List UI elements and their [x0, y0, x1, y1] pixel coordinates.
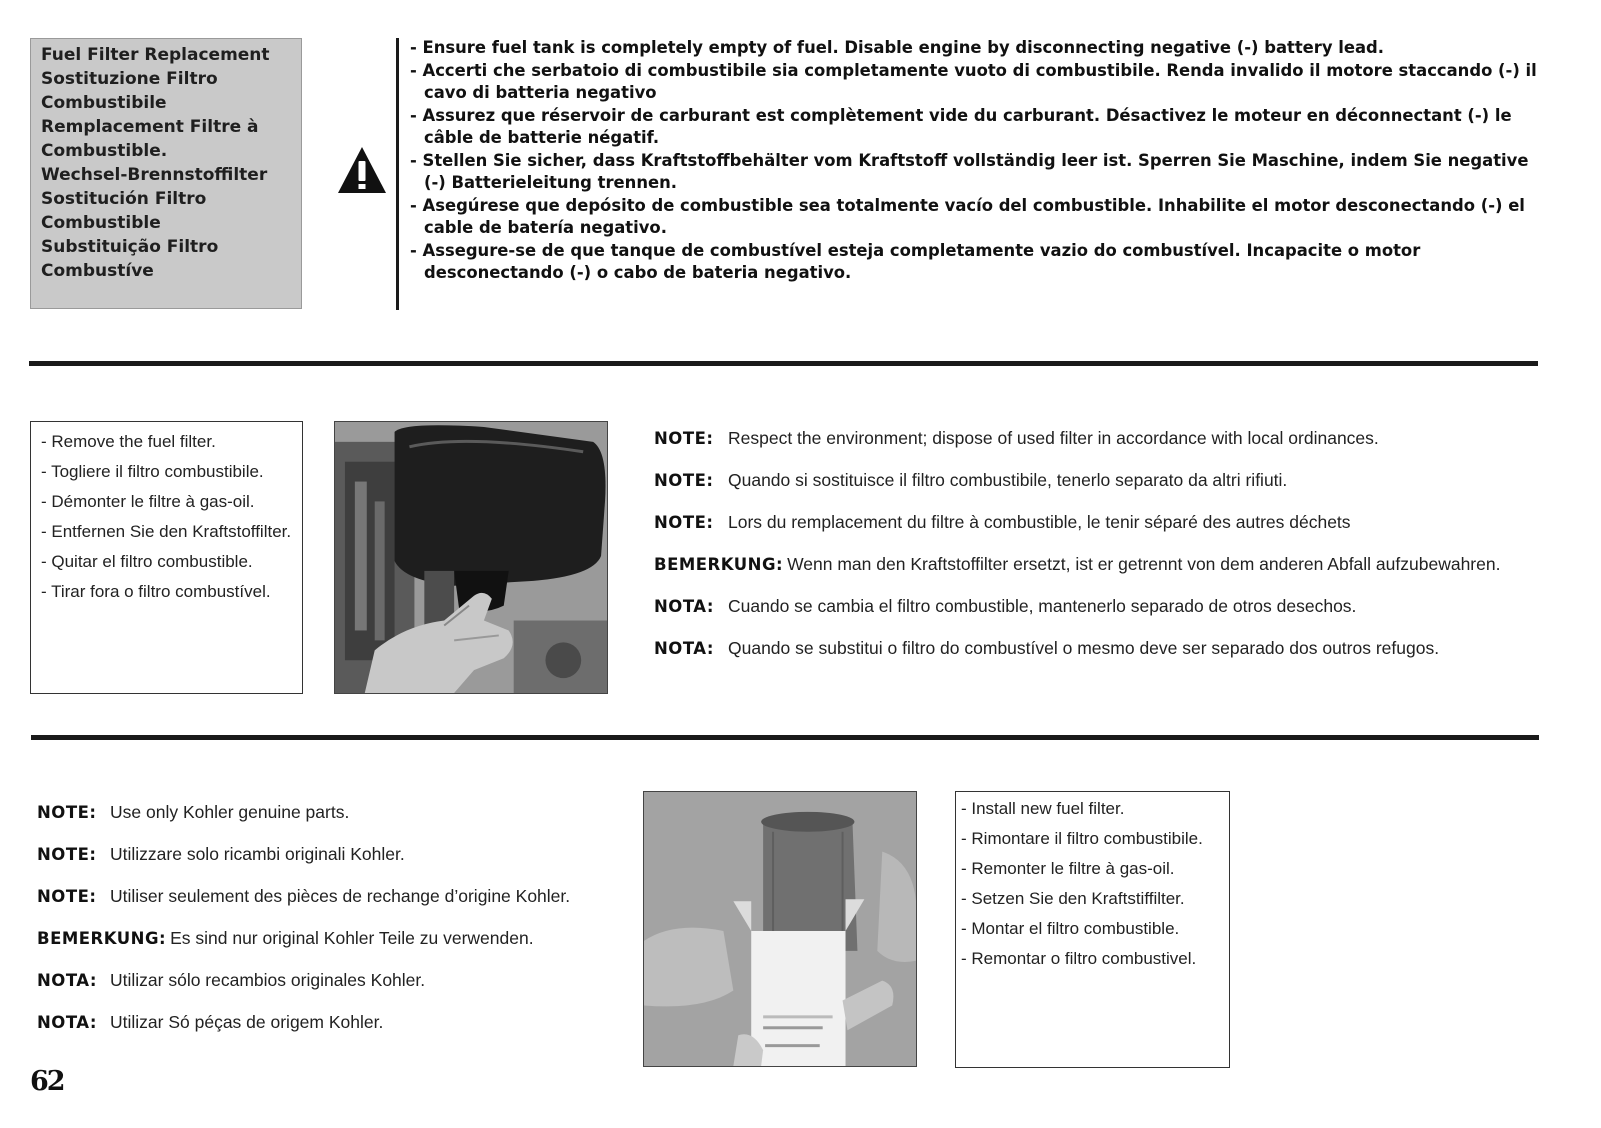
note-row [654, 510, 1500, 552]
environment-notes [654, 426, 1500, 678]
title-line: Substituição Filtro [41, 237, 219, 257]
note-label: NOTA: [37, 1013, 97, 1032]
title-line: Remplacement Filtre à [41, 117, 259, 137]
section-divider [31, 735, 1539, 740]
note-text: Es sind nur original Kohler Teile zu verwenden. [170, 928, 534, 948]
note-label: NOTE: [654, 471, 714, 490]
warning-item: - Stellen Sie sicher, dass Kraftstoffbehälter vom Kraftstoff vollständig leer ist. Sperren Sie Maschine, indem Sie negative (-) Batterieleitung trennen. [410, 151, 1529, 192]
list-item: - Remove the fuel filter. [41, 432, 216, 451]
note-text: Utiliser seulement des pièces de rechange d’origine Kohler. [110, 886, 571, 906]
title-line: Sostituzione Filtro [41, 69, 218, 89]
warning-list [410, 37, 1550, 285]
note-label: NOTE: [654, 429, 714, 448]
warning-item: - Assurez que réservoir de carburant est complètement vide du carburant. Désactivez le moteur en déconnectant (-) le câble de batterie négatif. [410, 106, 1512, 147]
list-item: - Remontar o filtro combustivel. [961, 949, 1197, 968]
vertical-divider [396, 38, 399, 310]
note-label: NOTA: [654, 639, 714, 658]
title-line: Sostitución Filtro [41, 189, 207, 209]
note-label: NOTA: [37, 971, 97, 990]
new-filter-photo [643, 791, 917, 1067]
parts-notes [37, 800, 570, 1052]
list-item: - Setzen Sie den Kraftstiffilter. [961, 889, 1185, 908]
list-item: - Tirar fora o filtro combustível. [41, 582, 271, 601]
note-label: NOTE: [654, 513, 714, 532]
note-label: NOTE: [37, 887, 97, 906]
note-row [654, 552, 1500, 594]
note-text: Utilizar sólo recambios originales Kohler. [110, 970, 426, 990]
note-row [37, 1010, 570, 1052]
note-text: Lors du remplacement du filtre à combustible, le tenir séparé des autres déchets [728, 512, 1351, 532]
note-text: Utilizar Só péças de origem Kohler. [110, 1012, 384, 1032]
list-item: - Remonter le filtre à gas-oil. [961, 859, 1175, 878]
note-label: BEMERKUNG: [37, 929, 167, 948]
list-item: - Montar el filtro combustible. [961, 919, 1180, 938]
title-line: Combustible [41, 213, 161, 233]
note-text: Quando se substitui o filtro do combustível o mesmo deve ser separado dos outros refugos. [728, 638, 1440, 658]
note-row [654, 636, 1500, 678]
note-label: NOTE: [37, 803, 97, 822]
note-row [654, 594, 1500, 636]
list-item: - Install new fuel filter. [961, 799, 1125, 818]
list-item: - Rimontare il filtro combustibile. [961, 829, 1203, 848]
warning-item: - Ensure fuel tank is completely empty of fuel. Disable engine by disconnecting negative (-) battery lead. [410, 38, 1385, 57]
note-row [654, 468, 1500, 510]
note-text: Utilizzare solo ricambi originali Kohler. [110, 844, 405, 864]
list-item: - Entfernen Sie den Kraftstoffilter. [41, 522, 292, 541]
note-text: Quando si sostituisce il filtro combustibile, tenerlo separato da altri rifiuti. [728, 470, 1288, 490]
list-item: - Quitar el filtro combustible. [41, 552, 253, 571]
note-row [37, 926, 570, 968]
install-filter-instructions [955, 791, 1230, 1068]
note-label: BEMERKUNG: [654, 555, 784, 574]
note-row [37, 884, 570, 926]
title-line: Combustíve [41, 261, 154, 281]
note-label: NOTE: [37, 845, 97, 864]
list-item: - Démonter le filtre à gas-oil. [41, 492, 255, 511]
title-line: Combustibile [41, 93, 167, 113]
note-row [37, 800, 570, 842]
warning-item: - Accerti che serbatoio di combustibile sia completamente vuoto di combustibile. Renda invalido il motore staccando (-) il cavo di batteria negativo [410, 61, 1537, 102]
title-line: Fuel Filter Replacement [41, 45, 270, 65]
title-line: Combustible. [41, 141, 168, 161]
note-text: Wenn man den Kraftstoffilter ersetzt, ist er getrennt von dem anderen Abfall aufzubewahren. [787, 554, 1501, 574]
warning-item: - Assegure-se de que tanque de combustível esteja completamente vazio do combustível. Incapacite o motor desconectando (-) o cabo de bateria negativo. [410, 241, 1421, 282]
warning-triangle-icon [336, 144, 388, 196]
remove-filter-instructions [30, 421, 303, 694]
note-label: NOTA: [654, 597, 714, 616]
list-item: - Togliere il filtro combustibile. [41, 462, 264, 481]
note-text: Respect the environment; dispose of used filter in accordance with local ordinances. [728, 428, 1379, 448]
note-row [37, 968, 570, 1010]
note-row [654, 426, 1500, 468]
remove-filter-photo [334, 421, 608, 694]
note-text: Cuando se cambia el filtro combustible, mantenerlo separado de otros desechos. [728, 596, 1357, 616]
section-divider [29, 361, 1538, 366]
section-title-box [30, 38, 302, 309]
note-text: Use only Kohler genuine parts. [110, 802, 350, 822]
warning-item: - Asegúrese que depósito de combustible sea totalmente vacío del combustible. Inhabilite el motor desconectando (-) el cable de batería negativo. [410, 196, 1525, 237]
note-row [37, 842, 570, 884]
title-line: Wechsel-Brennstoffilter [41, 165, 268, 185]
page-number: 62 [30, 1066, 64, 1097]
